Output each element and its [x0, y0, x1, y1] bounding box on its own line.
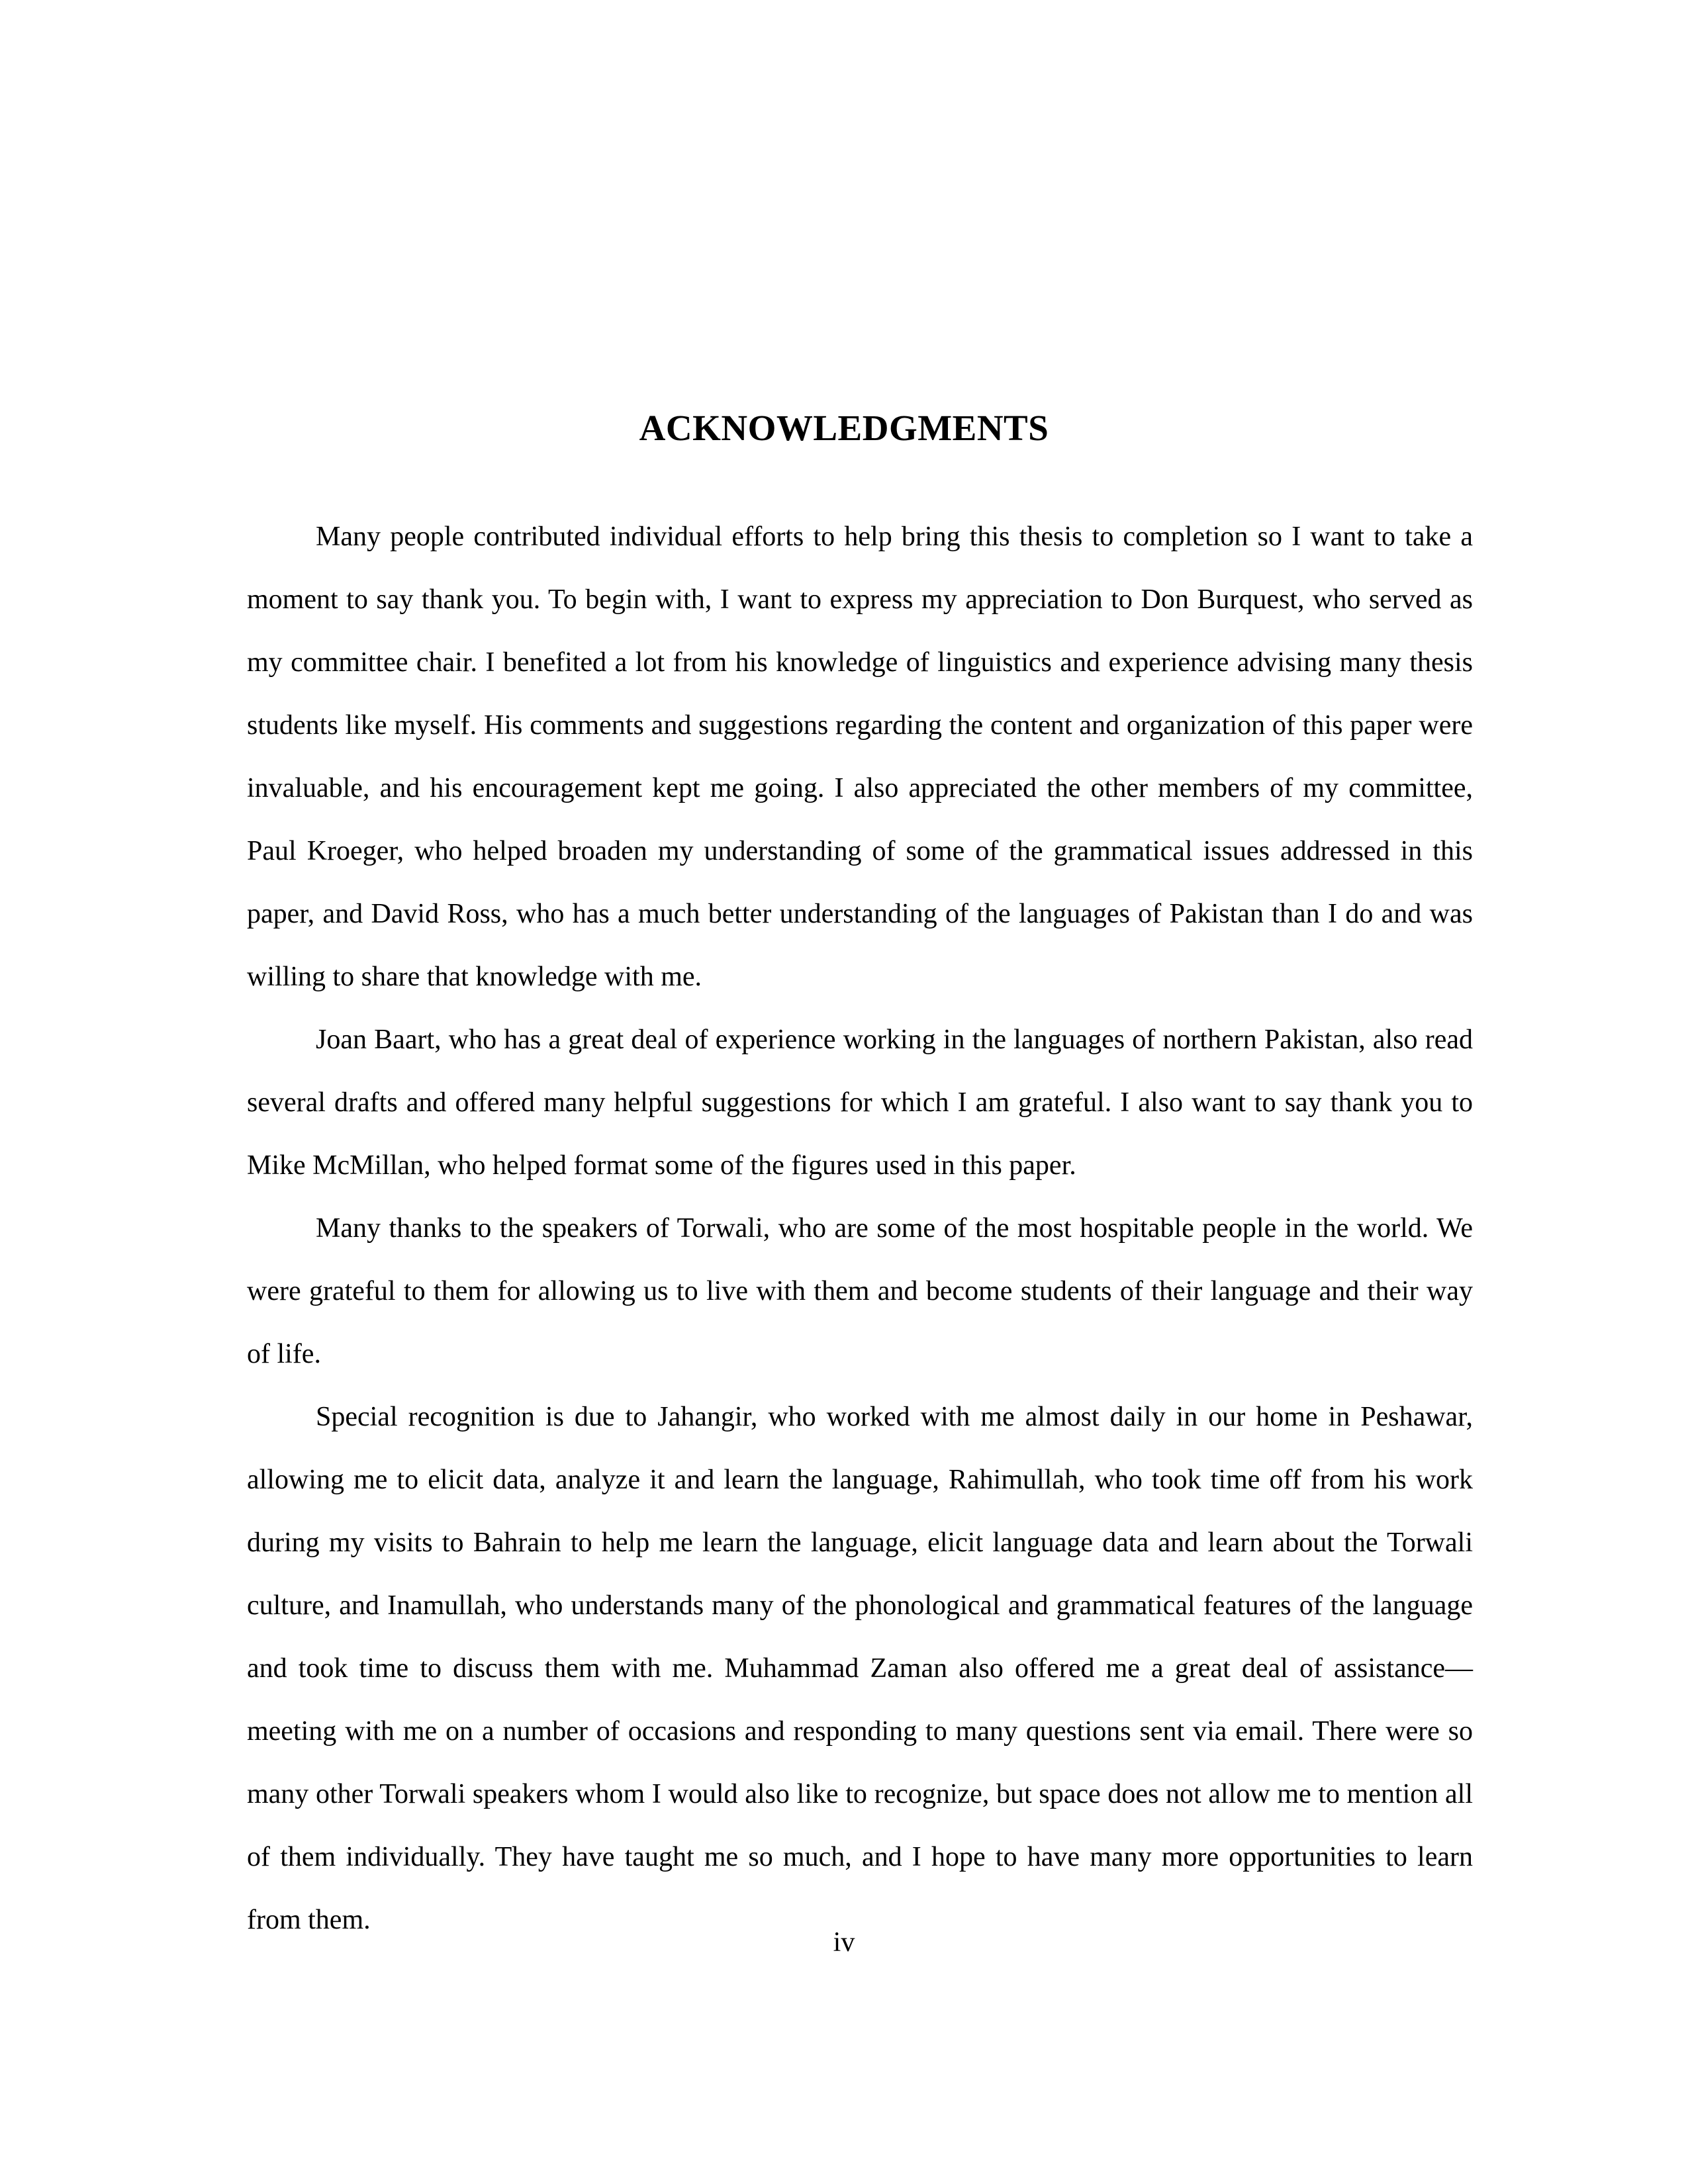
page-number: iv — [833, 1927, 855, 1958]
paragraph: Many thanks to the speakers of Torwali, who are some of the most hospitable people in the world. We were grateful to them for allowing us to live with them and become students of their language and their way of life. — [247, 1213, 1473, 1369]
page-title: ACKNOWLEDGMENTS — [639, 408, 1049, 448]
paragraph: Joan Baart, who has a great deal of experience working in the languages of northern Pakistan, also read several drafts and offered many helpful suggestions for which I am grateful. I also want to say thank you to Mike McMillan, who helped format some of the figures used in this paper. — [247, 1024, 1473, 1181]
acknowledgments-body — [247, 506, 1473, 1952]
paragraph: Many people contributed individual efforts to help bring this thesis to completion so I want to take a moment to say thank you. To begin with, I want to express my appreciation to Don Burquest, who served as my committee chair. I benefited a lot from his knowledge of linguistics and experience advising many thesis students like myself. His comments and suggestions regarding the content and organization of this paper were invaluable, and his encouragement kept me going. I also appreciated the other members of my committee, Paul Kroeger, who helped broaden my understanding of some of the grammatical issues addressed in this paper, and David Ross, who has a much better understanding of the languages of Pakistan than I do and was willing to share that knowledge with me. — [247, 522, 1473, 992]
paragraph: Special recognition is due to Jahangir, who worked with me almost daily in our home in Peshawar, allowing me to elicit data, analyze it and learn the language, Rahimullah, who took time off from his work during my visits to Bahrain to help me learn the language, elicit language data and learn about the Torwali culture, and Inamullah, who understands many of the phonological and grammatical features of the language and took time to discuss them with me. Muhammad Zaman also offered me a great deal of assistance—meeting with me on a number of occasions and responding to many questions sent via email. There were so many other Torwali speakers whom I would also like to recognize, but space does not allow me to mention all of them individually. They have taught me so much, and I hope to have many more opportunities to learn from them. — [247, 1402, 1473, 1935]
